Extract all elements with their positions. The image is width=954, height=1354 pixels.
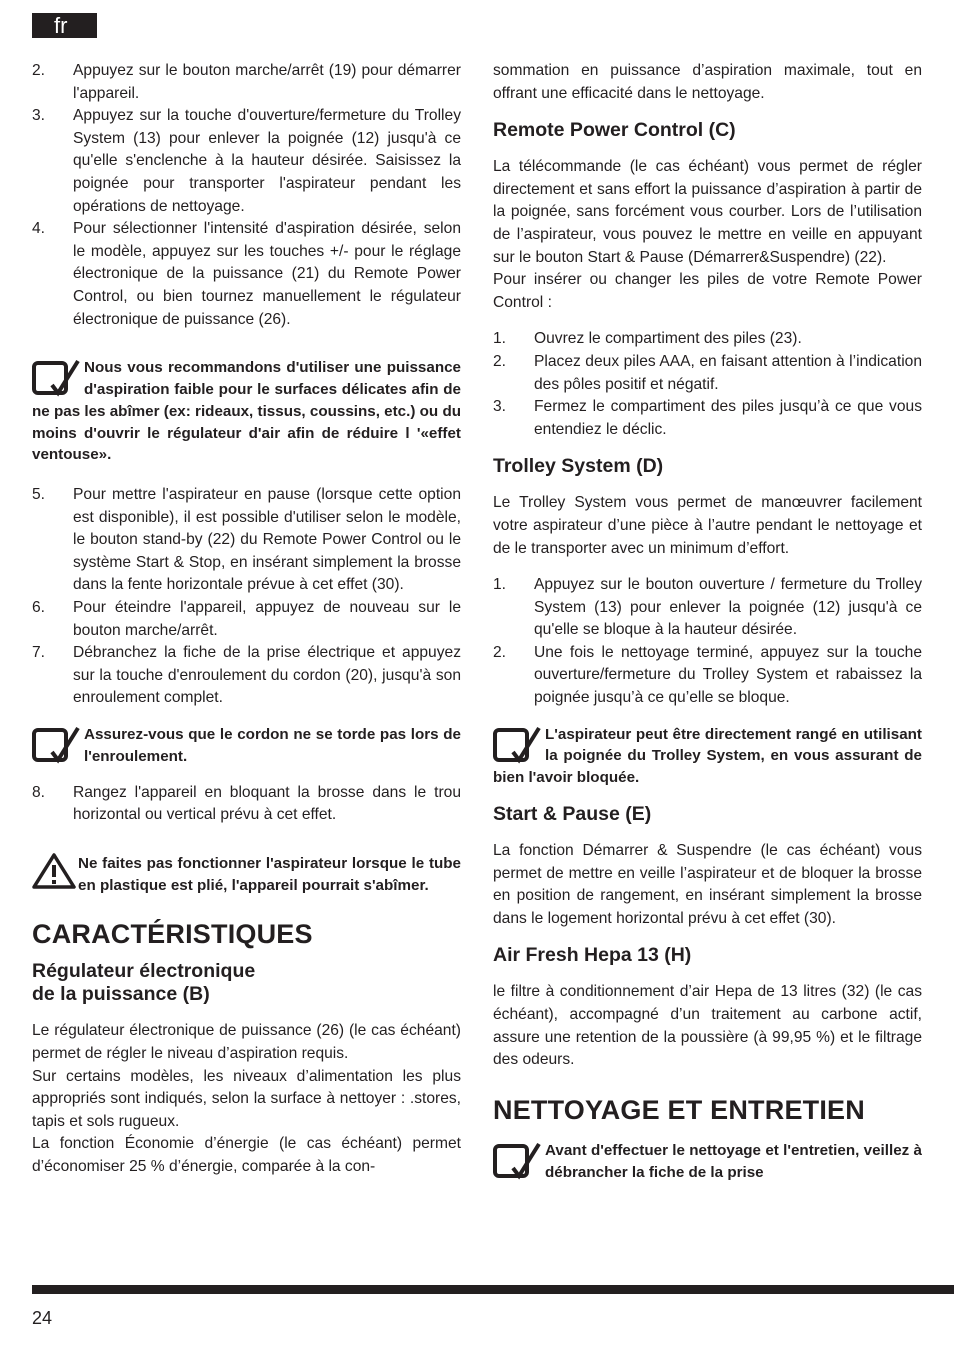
paragraph: Pour insérer ou changer les piles de votre Remote Power Control : [493,271,922,311]
section-title-features: CARACTÉRISTIQUES [32,919,313,950]
checkbox-note-icon [493,1140,543,1180]
paragraph: Le régulateur électronique de puissance (26) (le cas échéant) permet de régler le niveau d’aspiration requis. [32,1022,461,1063]
page-number: 24 [32,1308,53,1328]
list-item: 6. Pour éteindre l'appareil, appuyez de nouveau sur le bouton marche/arrêt. [32,599,461,639]
steps-list-trolley [493,574,922,710]
subsection-title-start-pause: Start & Pause (E) [493,803,652,826]
list-item: 4. Pour sélectionner l'intensité d'aspiration désirée, selon le modèle, appuyez sur les touches +/- pour le réglage électronique de la puissance (21) du Remote Power Control, ou bien tournez manuellement le régulateur électronique de puissance (26). [32,220,461,328]
subsection-title-remote: Remote Power Control (C) [493,119,736,142]
language-tab: fr [32,13,97,38]
left-column [32,60,461,1179]
list-item: 5. Pour mettre l'aspirateur en pause (lorsque cette option est disponible), il est possible d'utiliser selon le modèle, le bouton stand-by (22) du Remote Power Control ou le système Start & Stop, en insérant simplement la brosse dans la fente horizontale prévue à cet effet (30). [32,486,461,594]
footer-rule [32,1285,954,1294]
list-item: 3. Appuyez sur la touche d'ouverture/fermeture du Trolley System (13) pour enlever la poignée (12) jusqu'à ce qu'elle s'enclenche à la hauteur désirée. Saisissez la poignée pour transporter l'aspirateur pendant les opérations de nettoyage. [32,107,461,215]
note-cord: Assurez-vous que le cordon ne se torde pas lors de l'enroulement. [32,724,461,768]
list-item: 8. Rangez l'appareil en bloquant la brosse dans le trou horizontal ou vertical prévu à cet effet. [32,783,461,824]
paragraph: le filtre à conditionnement d’air Hepa de 13 litres (32) (le cas échéant), accompagné d’un traitement au carbone actif, assure une retention de la poussière (à 99,95 %) et le filtrage des odeurs. [493,983,922,1069]
list-item: 1. Ouvrez le compartiment des piles (23). [493,330,802,348]
list-item: 2. Une fois le nettoyage terminé, appuyez sur la touche ouverture/fermeture du Trolley System et rabaissez la poignée jusqu’à ce qu’elle se bloque. [493,643,922,707]
steps-list-b [32,484,461,710]
list-item: 1. Appuyez sur le bouton ouverture / fermeture du Trolley System (13) pour enlever la poignée (12) jusqu'à ce qu'elle se bloque à la hauteur désirée. [493,576,922,639]
steps-list-remote [493,328,922,441]
warning-icon [32,853,76,889]
subsection-title-regulator: Régulateur électronique de la puissance (B) [32,960,256,1006]
steps-list-a [32,60,461,331]
paragraph: Sur certains modèles, les niveaux d’alimentation les plus appropriés sont indiqués, selon la surface à nettoyer : .stores, tapis et sols rugueux. [32,1067,461,1130]
note-suction-advice: Nous vous recommandons d'utiliser une puissance d'aspiration faible pour le surfaces délicates afin de ne pas les abîmer (ex: rideaux, tissus, coussins, etc.) ou du moins d'ouvrir le régulateur d'air afin de réduire l '«effet ventouse». [32,359,461,464]
subsection-title-trolley: Trolley System (D) [493,455,664,478]
list-item: 2. Appuyez sur le bouton marche/arrêt (19) pour démarrer l'appareil. [32,62,461,102]
paragraph: Le Trolley System vous permet de manœuvrer facilement votre aspirateur d’une pièce à l’autre pendant le nettoyage et de le transporter avec un minimum d’effort. [493,494,922,557]
section-title-cleaning: NETTOYAGE ET ENTRETIEN [493,1094,865,1125]
checkbox-note-icon [32,724,82,764]
subsection-title-hepa: Air Fresh Hepa 13 (H) [493,944,692,967]
checkbox-note-icon [493,724,543,764]
paragraph: La fonction Démarrer & Suspendre (le cas échéant) vous permet de mettre en veille l’aspirateur et de bloquer la brosse en position de rangement, en insérant simplement la brosse dans le logement horizontal prévu à cet effet (30). [493,842,922,927]
paragraph: sommation en puissance d’aspiration maximale, tout en offrant une efficacité dans le nettoyage. [493,62,922,102]
list-item: 7. Débranchez la fiche de la prise électrique et appuyez sur la touche d'enroulement du cordon (20), jusqu'à son enroulement complet. [32,644,461,707]
note-trolley-storage: L'aspirateur peut être directement rangé en utilisant la poignée du Trolley System, en vous assurant de bien l'avoir bloquée. [493,725,922,787]
paragraph: La télécommande (le cas échéant) vous permet de régler directement et sans effort la puissance d’aspiration à partir de la poignée, sans forcément vous courber. Lors de l’utilisation de l’aspirateur, vous pouvez le mettre en veille en appuyant sur le bouton Start & Pause (Démarrer&Suspendre) (22). [493,158,922,266]
warning-note: Ne faites pas fonctionner l'aspirateur lorsque le tube en plastique est plié, l'appareil pourrait s'abîmer. [32,853,461,897]
checkbox-note-icon [32,357,82,397]
right-column [493,60,922,1183]
paragraph: La fonction Économie d’énergie (le cas échéant) permet d’économiser 25 % d’énergie, comparée à la con- [32,1135,461,1175]
steps-list-c [32,782,461,827]
list-item: 3. Fermez le compartiment des piles jusqu’à ce que vous entendiez le déclic. [493,398,922,438]
note-unplug: Avant d'effectuer le nettoyage et l'entretien, veillez à débrancher la fiche de la prise [493,1140,922,1184]
list-item: 2. Placez deux piles AAA, en faisant attention à l’indication des pôles positif et négatif. [493,352,922,393]
